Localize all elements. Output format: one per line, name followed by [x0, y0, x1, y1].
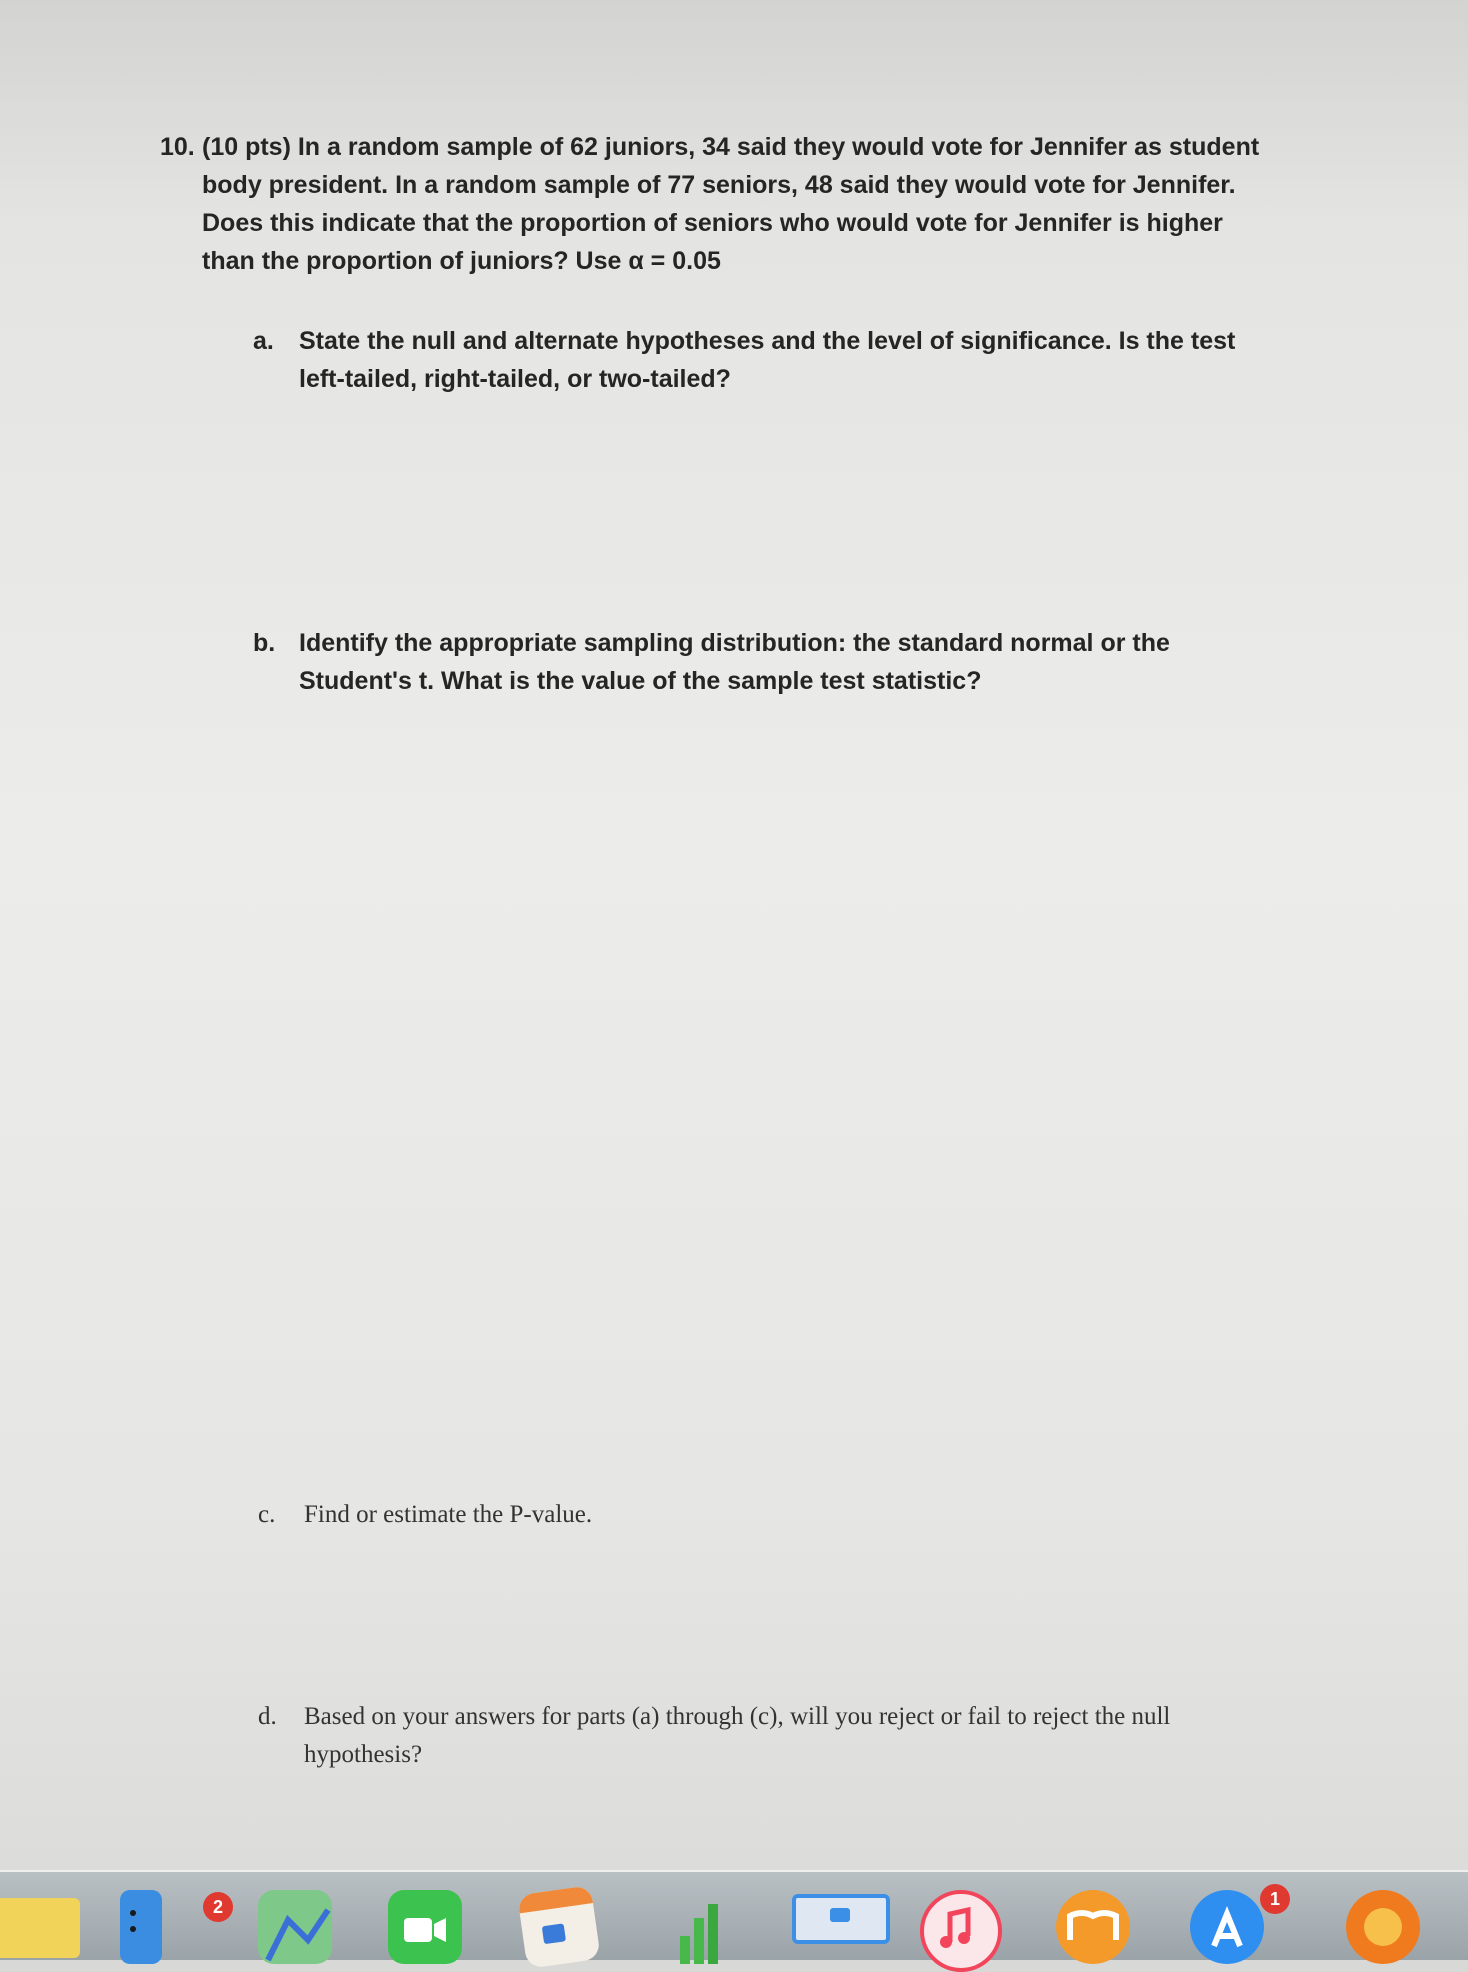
- music-note-icon: [924, 1894, 990, 1960]
- part-letter: d.: [258, 1703, 277, 1730]
- finder-icon[interactable]: [120, 1890, 162, 1964]
- dock: [0, 1870, 1468, 1960]
- maps-badge: 2: [203, 1892, 233, 1922]
- part-text: Based on your answers for parts (a) through (c), will you reject or fail to reject the null hypothesis?: [304, 1703, 1171, 1768]
- bar-chart-icon: [660, 1890, 734, 1964]
- calendar-icon[interactable]: [517, 1885, 601, 1969]
- part-letter: c.: [258, 1501, 276, 1528]
- app-store-badge: 1: [1260, 1884, 1290, 1914]
- keynote-icon[interactable]: [792, 1894, 890, 1944]
- maps-icon[interactable]: [258, 1890, 332, 1964]
- part-text: Find or estimate the P-value.: [304, 1501, 593, 1528]
- question-number: 10.: [160, 133, 195, 161]
- camera-icon: [388, 1890, 462, 1964]
- app-store-a-icon: [1190, 1890, 1264, 1964]
- books-icon[interactable]: [1056, 1890, 1130, 1964]
- part-letter: b.: [253, 629, 276, 657]
- open-book-icon: [1056, 1890, 1130, 1964]
- numbers-icon[interactable]: [660, 1890, 734, 1964]
- part-text: Identify the appropriate sampling distribution: the standard normal or the Student's t. What is the value of the sample test statistic?: [299, 629, 1170, 695]
- firefox-icon[interactable]: [1346, 1890, 1420, 1964]
- app-store-icon[interactable]: [1190, 1890, 1264, 1964]
- notes-icon[interactable]: [0, 1898, 80, 1958]
- music-icon[interactable]: [920, 1890, 1002, 1972]
- part-letter: a.: [253, 327, 274, 355]
- question-text: (10 pts) In a random sample of 62 juniors, 34 said they would vote for Jennifer as student body president. In a random sample of 77 seniors, 48 said they would vote for Jennifer. Does this indicate that the proportion of seniors who would vote for Jennifer is higher than the proportion of juniors? Use α = 0.05: [202, 133, 1260, 275]
- map-route-icon: [258, 1890, 332, 1964]
- part-text: State the null and alternate hypotheses and the level of significance. Is the test left-tailed, right-tailed, or two-tailed?: [299, 327, 1236, 393]
- facetime-icon[interactable]: [388, 1890, 462, 1964]
